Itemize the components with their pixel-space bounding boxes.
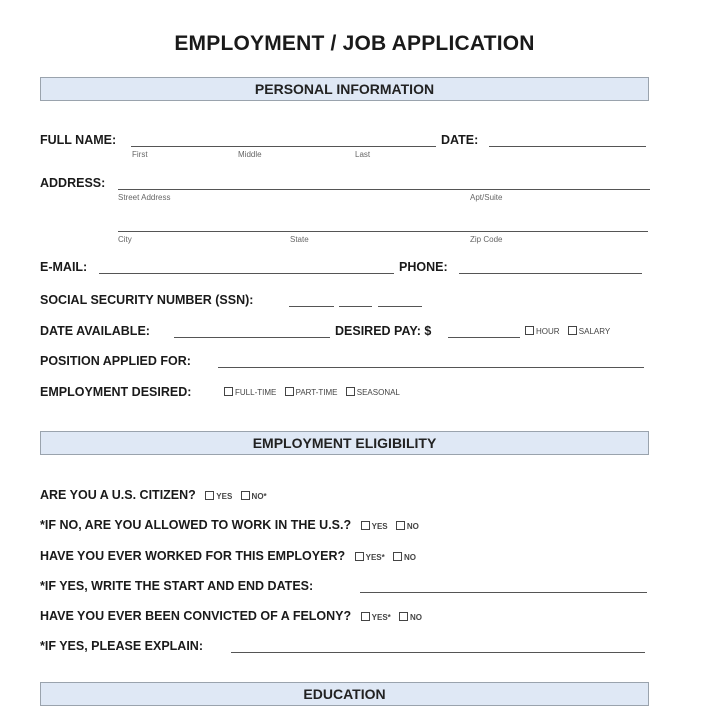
felony-no[interactable] xyxy=(399,611,422,625)
date-field[interactable] xyxy=(489,146,646,147)
full-name-field[interactable] xyxy=(131,146,436,147)
worked-for-employer-yes[interactable] xyxy=(355,551,385,565)
pay-type-options xyxy=(525,325,616,339)
desired-pay-label: DESIRED PAY: $ xyxy=(335,324,432,338)
felony-question xyxy=(40,609,428,625)
option-hour[interactable] xyxy=(525,325,560,339)
us-citizen-yes-checkbox[interactable] xyxy=(205,491,214,500)
us-citizen-no[interactable] xyxy=(241,490,267,504)
worked-for-employer-label: HAVE YOU EVER WORKED FOR THIS EMPLOYER? xyxy=(40,549,346,563)
worked-for-employer-no-checkbox[interactable] xyxy=(393,552,402,561)
worked-for-employer-no[interactable] xyxy=(393,551,416,565)
full-time-checkbox[interactable] xyxy=(224,387,233,396)
no-label: NO xyxy=(406,522,419,531)
city-hint: City xyxy=(118,235,132,244)
phone-field[interactable] xyxy=(459,273,642,274)
felony-yes[interactable] xyxy=(361,611,391,625)
email-label: E-MAIL: xyxy=(40,260,88,274)
salary-label: SALARY xyxy=(578,327,611,336)
middle-name-hint: Middle xyxy=(238,150,262,159)
felony-explain-field[interactable] xyxy=(231,652,645,653)
us-citizen-no-checkbox[interactable] xyxy=(241,491,250,500)
street-address-hint: Street Address xyxy=(118,193,171,202)
desired-pay-field[interactable] xyxy=(448,337,520,338)
hour-checkbox[interactable] xyxy=(525,326,534,335)
us-citizen-question xyxy=(40,488,273,504)
position-label: POSITION APPLIED FOR: xyxy=(40,354,191,368)
email-field[interactable] xyxy=(99,273,394,274)
page-title: EMPLOYMENT / JOB APPLICATION xyxy=(174,32,535,55)
street-address-field[interactable] xyxy=(118,189,650,190)
section-header-education: EDUCATION xyxy=(40,682,649,706)
zip-code-hint: Zip Code xyxy=(470,235,503,244)
worked-for-employer-question xyxy=(40,549,422,565)
salary-checkbox[interactable] xyxy=(568,326,577,335)
full-name-label: FULL NAME: xyxy=(40,133,117,147)
yes-label: YES xyxy=(216,492,233,501)
allowed-to-work-no-checkbox[interactable] xyxy=(396,521,405,530)
yes-label: YES xyxy=(371,522,388,531)
allowed-to-work-question xyxy=(40,518,425,534)
date-available-label: DATE AVAILABLE: xyxy=(40,324,150,338)
position-field[interactable] xyxy=(218,367,644,368)
felony-explain-label: *IF YES, PLEASE EXPLAIN: xyxy=(40,639,204,653)
allowed-to-work-yes-checkbox[interactable] xyxy=(361,521,370,530)
seasonal-label: SEASONAL xyxy=(356,388,400,397)
option-part-time[interactable] xyxy=(285,386,338,400)
ssn-field-part2[interactable] xyxy=(339,306,372,307)
seasonal-checkbox[interactable] xyxy=(346,387,355,396)
no-label: NO xyxy=(403,553,416,562)
yes-label: YES* xyxy=(365,553,385,562)
start-end-dates-label: *IF YES, WRITE THE START AND END DATES: xyxy=(40,579,314,593)
felony-yes-checkbox[interactable] xyxy=(361,612,370,621)
no-label: NO xyxy=(410,613,422,622)
first-name-hint: First xyxy=(132,150,148,159)
part-time-label: PART-TIME xyxy=(295,388,338,397)
ssn-field-part1[interactable] xyxy=(289,306,334,307)
worked-for-employer-yes-checkbox[interactable] xyxy=(355,552,364,561)
allowed-to-work-label: *IF NO, ARE YOU ALLOWED TO WORK IN THE U.S.? xyxy=(40,518,352,532)
state-hint: State xyxy=(290,235,309,244)
employment-type-options xyxy=(224,386,406,400)
apt-suite-hint: Apt/Suite xyxy=(470,193,503,202)
allowed-to-work-no[interactable] xyxy=(396,520,419,534)
address-label: ADDRESS: xyxy=(40,176,106,190)
section-header-personal-information: PERSONAL INFORMATION xyxy=(40,77,649,101)
section-header-employment-eligibility: EMPLOYMENT ELIGIBILITY xyxy=(40,431,649,455)
phone-label: PHONE: xyxy=(399,260,448,274)
start-end-dates-field[interactable] xyxy=(360,592,647,593)
yes-label: YES* xyxy=(371,613,391,622)
date-label: DATE: xyxy=(441,133,479,147)
hour-label: HOUR xyxy=(536,327,560,336)
employment-desired-label: EMPLOYMENT DESIRED: xyxy=(40,385,192,399)
option-full-time[interactable] xyxy=(224,386,276,400)
ssn-label: SOCIAL SECURITY NUMBER (SSN): xyxy=(40,293,254,307)
option-seasonal[interactable] xyxy=(346,386,400,400)
ssn-field-part3[interactable] xyxy=(378,306,422,307)
felony-no-checkbox[interactable] xyxy=(399,612,408,621)
allowed-to-work-yes[interactable] xyxy=(361,520,388,534)
part-time-checkbox[interactable] xyxy=(285,387,294,396)
last-name-hint: Last xyxy=(355,150,371,159)
felony-label: HAVE YOU EVER BEEN CONVICTED OF A FELONY? xyxy=(40,609,352,623)
no-label: NO* xyxy=(251,492,267,501)
us-citizen-yes[interactable] xyxy=(205,490,232,504)
option-salary[interactable] xyxy=(568,325,610,339)
date-available-field[interactable] xyxy=(174,337,330,338)
us-citizen-label: ARE YOU A U.S. CITIZEN? xyxy=(40,488,196,502)
city-state-zip-field[interactable] xyxy=(118,231,648,232)
full-time-label: FULL-TIME xyxy=(235,388,277,397)
